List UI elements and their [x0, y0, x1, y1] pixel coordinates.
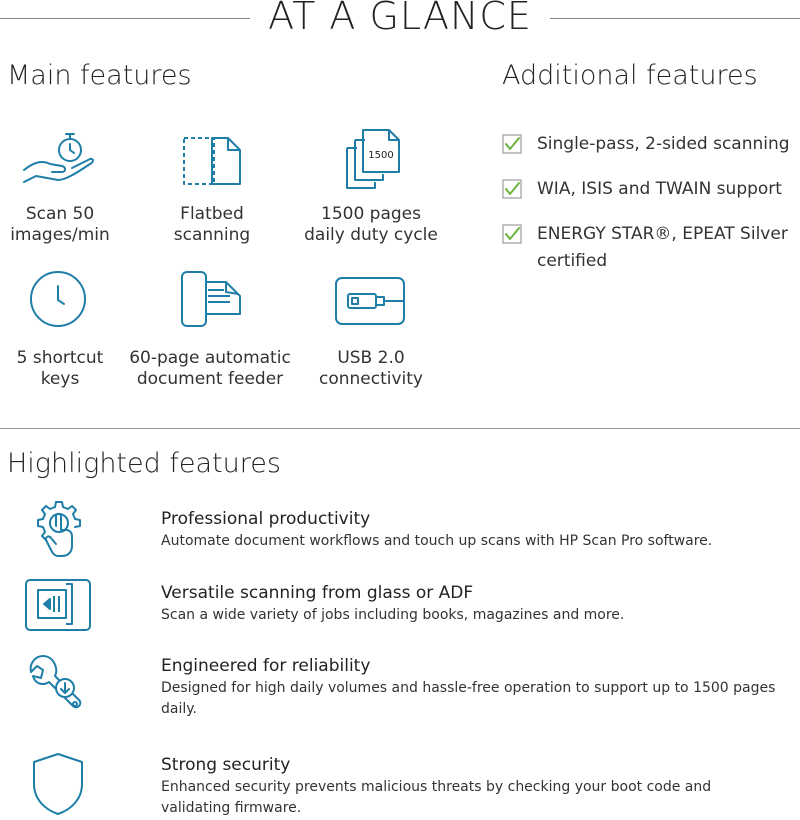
checkbox-checked-icon: [502, 134, 522, 154]
feature-line: keys: [40, 369, 80, 389]
svg-text:1500: 1500: [368, 150, 394, 161]
gear-touch-icon: [36, 500, 84, 562]
feature-line: Scan 50: [25, 204, 95, 224]
checkbox-checked-icon: [502, 224, 522, 244]
pages-stack-icon: [345, 128, 401, 190]
feature-line: 5 shortcut: [16, 348, 104, 368]
highlight-desc: Designed for high daily volumes and hassle-free operation to support up to 1500 pages daily.: [161, 680, 776, 717]
feature-line: scanning: [173, 225, 251, 245]
highlight-desc: Scan a wide variety of jobs including books, magazines and more.: [161, 607, 625, 623]
feature-flatbed: [127, 204, 297, 246]
additional-feature-line: ENERGY STAR®, EPEAT Silver: [537, 224, 788, 244]
shield-icon: [32, 752, 84, 820]
feature-line: document feeder: [136, 369, 284, 389]
section-divider: [0, 428, 800, 429]
feature-line: 60-page automatic: [129, 348, 291, 368]
main-features-heading: Main features: [7, 60, 192, 91]
feature-line: images/min: [10, 225, 110, 245]
flatbed-icon: [182, 136, 242, 188]
additional-feature-certification: [537, 221, 797, 275]
additional-feature-line: WIA, ISIS and TWAIN support: [537, 179, 782, 199]
additional-feature-line: Single-pass, 2-sided scanning: [537, 134, 790, 154]
feature-line: Flatbed: [180, 204, 244, 224]
highlight-desc: Automate document workflows and touch up scans with HP Scan Pro software.: [161, 533, 713, 549]
hand-timer-icon: [22, 132, 98, 188]
wrench-icon: [27, 654, 85, 720]
page-title: AT A GLANCE: [0, 0, 800, 38]
feature-duty-cycle: [286, 204, 456, 246]
feature-usb: [286, 348, 456, 390]
adf-icon: [180, 270, 246, 328]
highlighted-features-heading: Highlighted features: [7, 448, 281, 479]
additional-feature-duplex: [537, 131, 797, 158]
clock-icon: [29, 270, 87, 328]
feature-line: daily duty cycle: [304, 225, 438, 245]
header: [0, 0, 800, 40]
feature-adf: [125, 348, 295, 390]
feature-scan-speed: [0, 204, 145, 246]
additional-feature-line: certified: [537, 251, 608, 271]
usb-icon: [334, 276, 406, 326]
highlight-title: Strong security: [161, 755, 291, 775]
scanner-glass-icon: [24, 578, 92, 636]
feature-line: 1500 pages: [321, 204, 421, 224]
highlight-desc: Enhanced security prevents malicious threats by checking your boot code and validating firmware.: [161, 779, 712, 816]
feature-shortcut-keys: [0, 348, 145, 390]
highlight-title: Professional productivity: [161, 509, 371, 529]
feature-line: connectivity: [318, 369, 423, 389]
highlight-title: Engineered for reliability: [161, 656, 371, 676]
checkbox-checked-icon: [502, 179, 522, 199]
feature-line: USB 2.0: [337, 348, 405, 368]
highlight-title: Versatile scanning from glass or ADF: [161, 583, 474, 603]
additional-feature-drivers: [537, 176, 797, 203]
additional-features-heading: Additional features: [502, 60, 758, 91]
